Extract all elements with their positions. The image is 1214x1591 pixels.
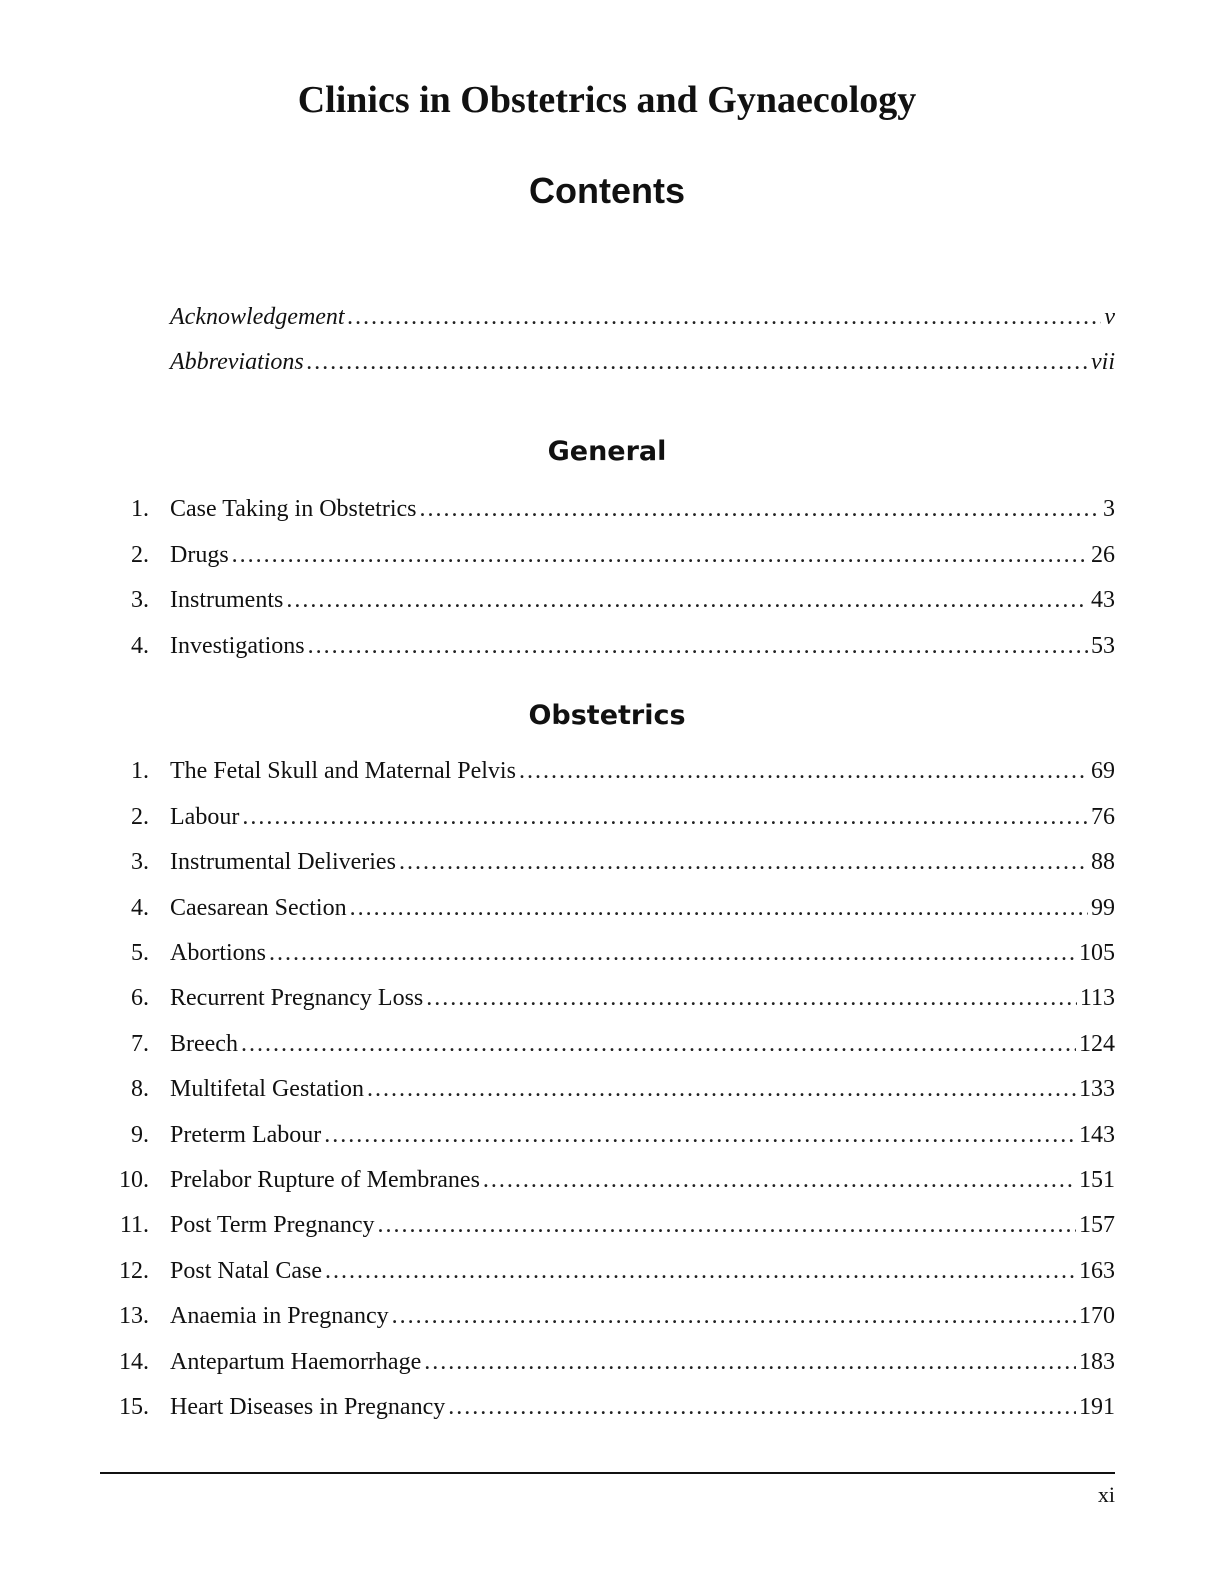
toc-entry-title: Instrumental Deliveries <box>170 849 396 875</box>
toc-entry-number: 2. <box>131 804 149 830</box>
toc-leader-dots <box>367 1076 1076 1103</box>
toc-entry-number: 15. <box>119 1394 149 1420</box>
toc-entry-number: 2. <box>131 542 149 568</box>
toc-entry-number: 1. <box>131 496 149 522</box>
toc-entry-acknowledgement[interactable] <box>100 304 1115 338</box>
toc-entry[interactable] <box>100 849 1115 883</box>
toc-leader-dots <box>324 1122 1076 1149</box>
toc-entry-page: 133 <box>1079 1076 1115 1102</box>
toc-entry-number: 13. <box>119 1303 149 1329</box>
toc-entry-page: 143 <box>1079 1122 1115 1148</box>
toc-entry-page: 99 <box>1091 895 1115 921</box>
toc-leader-dots <box>308 633 1088 660</box>
toc-entry-number: 10. <box>119 1167 149 1193</box>
contents-title: Contents <box>529 170 685 211</box>
toc-leader-dots <box>325 1258 1076 1285</box>
toc-entry-number: 11. <box>119 1212 149 1238</box>
footer-page-number: xi <box>1097 1482 1115 1507</box>
toc-entry-number: 12. <box>119 1258 149 1284</box>
toc-entry-number: 1. <box>131 758 149 784</box>
toc-entry[interactable] <box>100 496 1115 530</box>
toc-leader-dots <box>286 587 1088 614</box>
toc-leader-dots <box>420 496 1100 523</box>
toc-entry-page: 157 <box>1079 1212 1115 1238</box>
toc-leader-dots <box>241 1031 1076 1058</box>
toc-entry-title: Multifetal Gestation <box>170 1076 364 1102</box>
toc-entry[interactable] <box>100 587 1115 621</box>
toc-entry-title: Drugs <box>170 542 229 568</box>
toc-entry-page: 53 <box>1091 633 1115 659</box>
toc-entry-number: 3. <box>131 587 149 613</box>
toc-entry[interactable] <box>100 1167 1115 1201</box>
toc-entry[interactable] <box>100 542 1115 576</box>
toc-entry-page: 3 <box>1103 496 1115 522</box>
toc-entry-title: Acknowledgement <box>170 304 345 330</box>
toc-entry-title: Heart Diseases in Pregnancy <box>170 1394 446 1420</box>
toc-entry-page: vii <box>1091 349 1115 375</box>
toc-entry[interactable] <box>100 1258 1115 1292</box>
toc-entry-title: Abbreviations <box>170 349 304 375</box>
toc-entry[interactable] <box>100 985 1115 1019</box>
toc-entry-number: 9. <box>131 1122 149 1148</box>
toc-entry[interactable] <box>100 633 1115 667</box>
toc-entry-title: Post Term Pregnancy <box>170 1212 375 1238</box>
toc-entry-title: Caesarean Section <box>170 895 347 921</box>
toc-entry-title: Labour <box>170 804 240 830</box>
toc-leader-dots <box>307 349 1088 376</box>
toc-entry-page: 183 <box>1079 1349 1115 1375</box>
toc-entry-page: 151 <box>1079 1167 1115 1193</box>
toc-entry-page: 191 <box>1079 1394 1115 1420</box>
toc-leader-dots <box>242 804 1088 831</box>
toc-entry-number: 4. <box>131 895 149 921</box>
toc-entry-page: v <box>1104 304 1115 330</box>
toc-leader-dots <box>232 542 1088 569</box>
toc-leader-dots <box>426 985 1077 1012</box>
toc-entry-title: Antepartum Haemorrhage <box>170 1349 422 1375</box>
toc-leader-dots <box>350 895 1088 922</box>
toc-entry-abbreviations[interactable] <box>100 349 1115 383</box>
toc-entry-page: 43 <box>1091 587 1115 613</box>
toc-entry-number: 5. <box>131 940 149 966</box>
toc-entry-title: Case Taking in Obstetrics <box>170 496 417 522</box>
toc-entry-number: 8. <box>131 1076 149 1102</box>
toc-entry-page: 88 <box>1091 849 1115 875</box>
toc-entry-page: 163 <box>1079 1258 1115 1284</box>
toc-leader-dots <box>483 1167 1076 1194</box>
toc-entry-page: 26 <box>1091 542 1115 568</box>
toc-entry[interactable] <box>100 1076 1115 1110</box>
book-title: Clinics in Obstetrics and Gynaecology <box>297 79 917 121</box>
toc-entry-page: 69 <box>1091 758 1115 784</box>
toc-entry-page: 124 <box>1079 1031 1115 1057</box>
toc-entry[interactable] <box>100 940 1115 974</box>
toc-leader-dots <box>348 304 1102 331</box>
toc-entry-number: 6. <box>131 985 149 1011</box>
toc-entry[interactable] <box>100 1122 1115 1156</box>
toc-entry[interactable] <box>100 1394 1115 1428</box>
toc-leader-dots <box>424 1349 1076 1376</box>
toc-entry-title: Preterm Labour <box>170 1122 322 1148</box>
toc-entry-number: 3. <box>131 849 149 875</box>
toc-leader-dots <box>519 758 1088 785</box>
toc-leader-dots <box>392 1303 1076 1330</box>
footer-rule <box>100 1472 1115 1474</box>
toc-entry-page: 170 <box>1079 1303 1115 1329</box>
section-heading-general: General <box>547 436 667 467</box>
toc-entry-title: Instruments <box>170 587 284 613</box>
toc-entry-title: Post Natal Case <box>170 1258 322 1284</box>
toc-leader-dots <box>269 940 1076 967</box>
toc-entry-number: 7. <box>131 1031 149 1057</box>
toc-entry-page: 113 <box>1079 985 1115 1011</box>
toc-entry-number: 14. <box>119 1349 149 1375</box>
toc-entry-title: Prelabor Rupture of Membranes <box>170 1167 480 1193</box>
toc-leader-dots <box>399 849 1088 876</box>
toc-entry-number: 4. <box>131 633 149 659</box>
toc-entry[interactable] <box>100 1031 1115 1065</box>
toc-leader-dots <box>448 1394 1076 1421</box>
toc-entry[interactable] <box>100 895 1115 929</box>
toc-entry-title: The Fetal Skull and Maternal Pelvis <box>170 758 516 784</box>
toc-entry[interactable] <box>100 1303 1115 1337</box>
toc-entry-title: Breech <box>170 1031 238 1057</box>
toc-entry-page: 105 <box>1079 940 1115 966</box>
toc-entry-title: Anaemia in Pregnancy <box>170 1303 389 1329</box>
toc-entry-title: Recurrent Pregnancy Loss <box>170 985 424 1011</box>
toc-entry[interactable] <box>100 758 1115 792</box>
toc-entry-title: Investigations <box>170 633 305 659</box>
toc-entry[interactable] <box>100 1212 1115 1246</box>
toc-entry-title: Abortions <box>170 940 266 966</box>
toc-entry[interactable] <box>100 1349 1115 1383</box>
toc-entry-page: 76 <box>1091 804 1115 830</box>
toc-entry[interactable] <box>100 804 1115 838</box>
toc-leader-dots <box>378 1212 1076 1239</box>
section-heading-obstetrics: Obstetrics <box>528 700 686 731</box>
